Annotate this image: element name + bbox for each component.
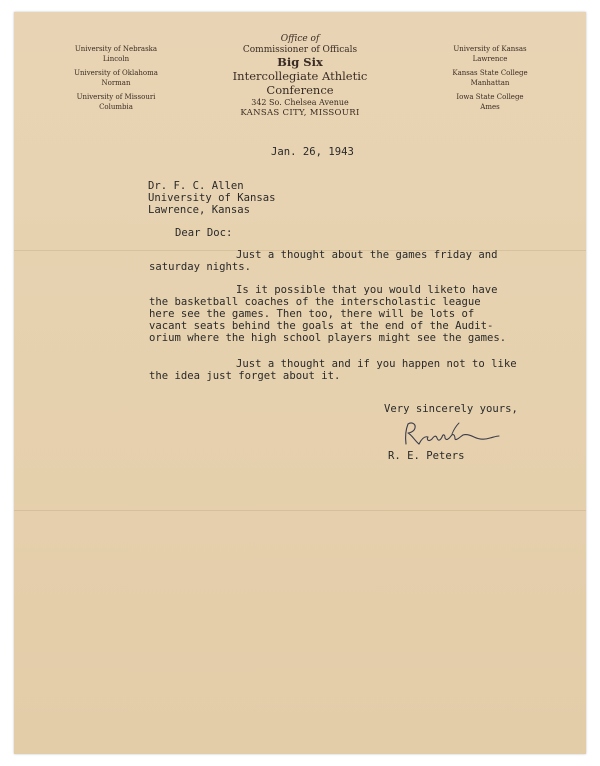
signature-name: R. E. Peters — [388, 450, 465, 462]
recipient-city: Lawrence, Kansas — [148, 204, 251, 216]
member-city: Columbia — [99, 103, 133, 111]
recipient-organization: University of Kansas — [148, 192, 276, 204]
letter-paper — [14, 12, 586, 754]
closing: Very sincerely yours, — [384, 403, 518, 415]
paragraph-2-line: here see the games. Then too, there will be lots of — [149, 308, 475, 320]
big-six-title: Big Six — [277, 55, 323, 69]
member-name: Iowa State College — [456, 93, 524, 101]
office-label: Office of — [280, 34, 320, 44]
salutation: Dear Doc: — [175, 227, 233, 239]
member-name: University of Missouri — [76, 93, 156, 101]
letterhead-left-members — [56, 44, 176, 112]
letterhead-center — [200, 34, 400, 119]
conference-title: Intercollegiate Athletic Conference — [232, 69, 368, 97]
letterhead-right-members — [430, 44, 550, 112]
member-city: Lawrence — [472, 55, 508, 63]
paragraph-2-line: the basketball coaches of the interscholastic league — [149, 296, 481, 308]
member-name: University of Nebraska — [74, 45, 158, 53]
letterhead-city: KANSAS CITY, MISSOURI — [240, 108, 360, 118]
handwritten-signature — [398, 420, 504, 448]
member-name: University of Kansas — [453, 45, 527, 53]
member-city: Lincoln — [102, 55, 130, 63]
fold-crease — [14, 510, 586, 511]
member-name: Kansas State College — [452, 69, 528, 77]
letter-date: Jan. 26, 1943 — [271, 146, 354, 158]
paragraph-2-line: vacant seats behind the goals at the end of the Audit- — [149, 320, 494, 332]
commissioner-label: Commissioner of Officals — [242, 45, 358, 55]
paragraph-1-line: saturday nights. — [149, 261, 252, 273]
member-city: Norman — [101, 79, 131, 87]
recipient-name: Dr. F. C. Allen — [148, 180, 244, 192]
letterhead-address: 342 So. Chelsea Avenue — [251, 98, 349, 107]
member-name: University of Oklahoma — [74, 69, 158, 77]
paragraph-1-line: Just a thought about the games friday and — [236, 249, 498, 261]
paragraph-3-line: Just a thought and if you happen not to like — [236, 358, 517, 370]
paragraph-2-line: orium where the high school players might see the games. — [149, 332, 507, 344]
paragraph-3-line: the idea just forget about it. — [149, 370, 341, 382]
paragraph-2-line: Is it possible that you would liketo have — [236, 284, 498, 296]
member-city: Manhattan — [470, 79, 510, 87]
member-city: Ames — [480, 103, 500, 111]
